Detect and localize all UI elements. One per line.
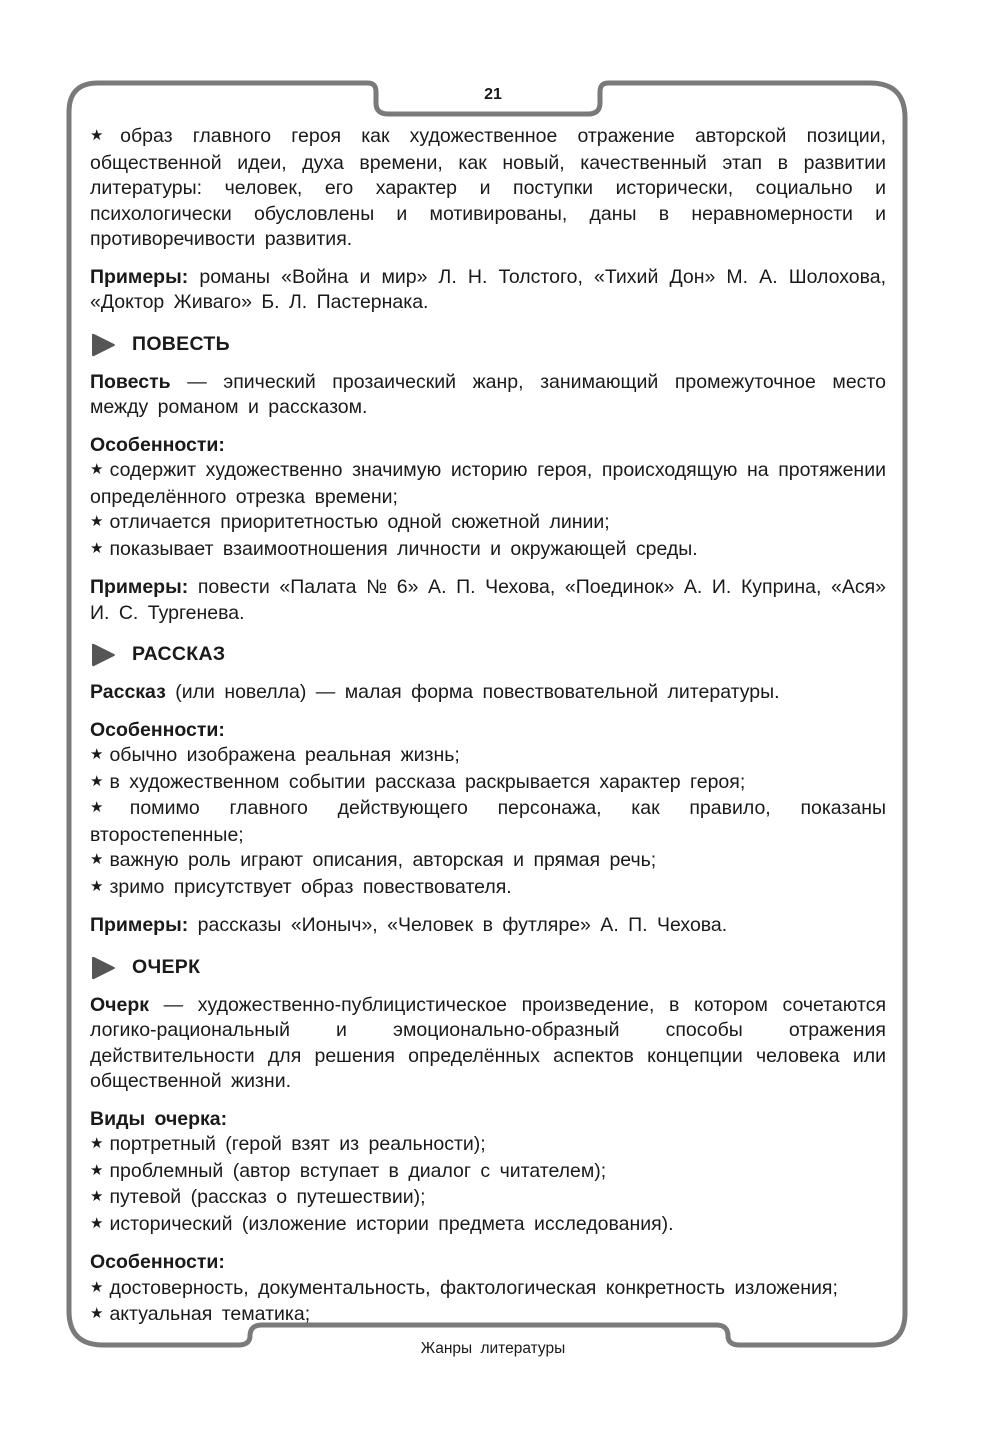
section-3 <box>90 955 886 1329</box>
list-item: ★ зримо присутствует образ повествователя. <box>90 875 886 902</box>
examples-paragraph <box>90 575 886 626</box>
feature-group <box>90 433 886 564</box>
examples-block <box>90 913 886 939</box>
arrow-bullet-icon <box>90 642 116 668</box>
section-heading-label: ОЧЕРК <box>132 955 201 978</box>
examples-label: Примеры: <box>90 265 189 288</box>
sections <box>90 332 886 1329</box>
list-item: ★ достоверность, документальность, фактологическая конкретность изложения; <box>90 1276 886 1303</box>
list-item: ★ содержит художественно значимую историю героя, происходящую на протяжении определённого отрезка времени; <box>90 458 886 510</box>
definition-paragraph <box>90 680 886 706</box>
examples-paragraph <box>90 265 886 316</box>
term: Повесть <box>90 370 171 393</box>
intro-block <box>90 124 886 253</box>
list-item: ★ отличается приоритетностью одной сюжетной линии; <box>90 510 886 537</box>
group-title: Особенности: <box>90 718 225 741</box>
examples-label: Примеры: <box>90 576 189 598</box>
section-heading-label: ПОВЕСТЬ <box>132 332 230 355</box>
examples-label: Примеры: <box>90 914 189 936</box>
list-item: ★ важную роль играют описания, авторская и прямая речь; <box>90 848 886 875</box>
list-item: ★ показывает взаимоотношения личности и окружающей среды. <box>90 537 886 564</box>
definition-block <box>90 680 886 706</box>
arrow-bullet-icon <box>90 332 116 358</box>
group-title: Особенности: <box>90 433 225 456</box>
examples-text: романы «Война и мир» Л. Н. Толстого, «Тихий Дон» М. А. Шолохова, «Доктор Живаго» Б. Л. Пастернака. <box>90 265 886 313</box>
feature-group <box>90 1107 886 1239</box>
list-item: ★ портретный (герой взят из реальности); <box>90 1132 886 1159</box>
definition-block <box>90 370 886 421</box>
section-heading-label: РАССКАЗ <box>132 643 226 666</box>
feature-group <box>90 718 886 902</box>
examples-paragraph <box>90 913 886 939</box>
list-item: ★ помимо главного действующего персонажа, как правило, показаны второстепенные; <box>90 796 886 848</box>
definition-text: — художественно-публицистическое произведение, в котором сочетаются логико-рациональный и эмоционально-образный способы отражения действительности для решения определённых аспектов концепции человека или общественной жизни. <box>90 993 886 1092</box>
footer-running-title: Жанры литературы <box>420 1340 566 1357</box>
term: Очерк <box>90 993 150 1016</box>
definition-paragraph <box>90 370 886 421</box>
definition-paragraph <box>90 993 886 1095</box>
arrow-bullet-icon <box>90 955 116 981</box>
section-1 <box>90 332 886 627</box>
definition-block <box>90 993 886 1095</box>
list-item: ★ в художественном событии рассказа раскрывается характер героя; <box>90 770 886 797</box>
list-item: ★ проблемный (автор вступает в диалог с читателем); <box>90 1159 886 1186</box>
term: Рассказ <box>90 681 166 703</box>
list-item: ★ актуальная тематика; <box>90 1302 886 1329</box>
page-content <box>90 124 886 1341</box>
list-item: ★ обычно изображена реальная жизнь; <box>90 743 886 770</box>
list-item: ★ исторический (изложение истории предмета исследования). <box>90 1212 886 1239</box>
group-title: Виды очерка: <box>90 1107 228 1130</box>
intro-bullet: ★ образ главного героя как художественное отражение авторской позиции, общественной идеи, духа времени, как новый, качественный этап в развитии литературы: человек, его характер и поступки исторически, социально и психологически обусловлены и мотивированы, даны в неравномерности и противоречивости развития. <box>90 124 886 253</box>
examples-block <box>90 575 886 626</box>
section-heading <box>90 332 886 358</box>
group-title: Особенности: <box>90 1251 225 1273</box>
list-item: ★ путевой (рассказ о путешествии); <box>90 1185 886 1212</box>
page-number: 21 <box>484 86 502 103</box>
intro-examples <box>90 265 886 316</box>
definition-text: — эпический прозаический жанр, занимающий промежуточное место между романом и рассказом. <box>90 370 886 418</box>
section-heading <box>90 642 886 668</box>
examples-text: рассказы «Ионыч», «Человек в футляре» А. П. Чехова. <box>188 914 728 936</box>
examples-text: повести «Палата № 6» А. П. Чехова, «Поединок» А. И. Куприна, «Ася» И. С. Тургенева. <box>90 576 886 624</box>
feature-group <box>90 1250 886 1329</box>
section-heading <box>90 955 886 981</box>
definition-text: (или новелла) — малая форма повествовательной литературы. <box>165 681 780 703</box>
section-2 <box>90 642 886 939</box>
